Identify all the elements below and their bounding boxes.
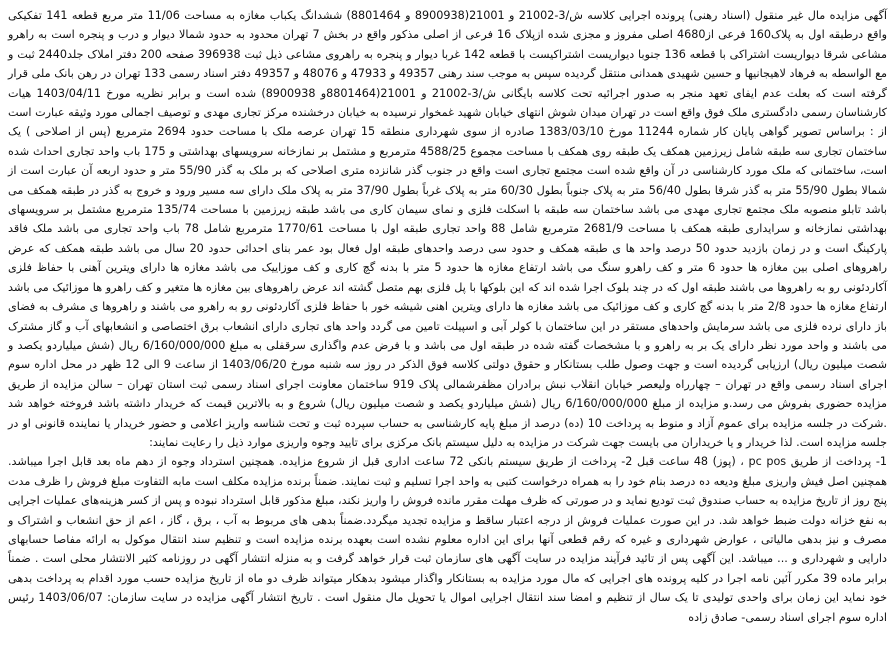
notice-paragraph-conditions: 1- پرداخت از طریق pc pos ، (پوز) 48 ساعت قبل 2- پرداخت از طریق سیستم بانکی 72 ساعت اداری قبل از شروع مزایده. همچنین استرداد وجوه از دهم ماه بعد قابل اجرا میباشد. همچنین اصل فیش واریزی مبلغ ودیعه ده درصد بنام خود را به همراه درخواست کتبی به واحد اجرا تسلیم و ثبت نمایند. ضمناً برنده مزایده مکلف است مابه التفاوت مبلغ فروش را ظرف مدت پنج روز از تاریخ مزایده به حساب صندوق ثبت تودیع نماید و در صورتی که ظرف مهلت مقرر مانده فروش را واریز نکند، مبلغ مذکور قابل استرداد نبوده و پس از کسر هزینه‌های عملیات اجرایی به نفع خزانه دولت ضبط خواهد شد. در این صورت عملیات فروش از درجه اعتبار ساقط و مزایده تجدید میگردد.ضمناً بدهی های مربوط به آب ، برق ، گاز ، اعم از حق انشعاب و اشتراک و مصرف و نیز بدهی مالیاتی ، عوارض شهرداری و غیره که رقم قطعی آنها برای این اداره معلوم نشده است بعهده برنده مزایده است و تنظیم سند انتقال موکول به ارائه مفاصا حسابهای دارایی و شهرداری و ... میباشد. این آگهی پس از تائید فرآیند مزایده در سایت آگهی های سازمان ثبت قرار خواهد گرفت و به منزله انتشار آگهی در روزنامه کثیر الانتشار محلی است . ضمناً برابر ماده 39 مکرر آئین نامه اجرا در کلیه پرونده های اجرایی که مال مورد مزایده به بستانکار واگذار میشود بدهکار میتواند ظرف دو ماه از تاریخ مزایده حسب مورد اقدام به پرداخت بدهی خود نماید این زمان برای واحدی تولیدی تا یک سال از تنظیم و امضا سند انتقال اجرایی اموال یا تحویل مال منقول است . تاریخ انتشار آگهی مزایده در سایت سازمان: 1403/06/07 رئیس اداره سوم اجرای اسناد رسمی- صادق زاده xyxy=(8,455,887,624)
notice-paragraph-main: آگهی مزایده مال غیر منقول (اسناد رهنی) پرونده اجرایی کلاسه ش/3-21002 و 21001(8900938 و 8801464) ششدانگ یکباب مغازه به مساحت 11/06 متر مربع قطعه 141 تفکیکی واقع درطبقه اول به پلاک160 فرعی از4680 اصلی مفروز و مجزی شده ازپلاک 16 فرعی از اصلی مذکور واقع در بخش 7 تهران محدود به حدود شمالا دیوار و درب و پنجره است به راهرو مشاعی شرقا دیواریست اشتراکی با قطعه 136 جنوبا دیواریست اشتراکیست با قطعه 142 غربا دیوار و پنجره به راهروی مشاعی ذیل ثبت 396938 صفحه 200 دفتر املاک جلد2440 ثبت و مع الواسطه به فرهاد لاهیجانیها و حسین شهیدی همدانی منتقل گردیده سپس به موجب سند رهنی 49357 و 47933 و 48076 و 49357 دفتر اسناد رسمی 133 تهران در رهن بانک ملی قرار گرفته است که بعلت عدم ایفای تعهد منجر به صدور اجرائیه تحت کلاسه بایگانی ش/3-21002 و 21001(8801464و 8900938) شده است و برابر نظریه مورخ 1403/04/11 هیات کارشناسان رسمی دادگستری ملک فوق واقع است در تهران میدان شوش انتهای خیابان شهید غمخوار نرسیده به خیابان درخشنده مرکز تجاری مهدی و توصیف اجمالی مورد وثیقه عبارت است از : براساس تصویر گواهی پایان کار شماره 11244 مورخ 1383/03/10 صادره از سوی شهرداری منطقه 15 تهران عرصه ملک با مساحت حدود 2694 مترمربع (پس از اصلاحی ) یک ساختمان تجاری سه طبقه شامل زیرزمین همکف یک طبقه روی همکف با مساحت مجموع 4588/25 مترمربع و مشتمل بر نمازخانه سرویسهای بهداشتی و 175 باب واحد تجاری احداث شده است، ساختمانی که ملک مورد کارشناسی در آن واقع شده است مجتمع تجاری است واقع در جنوب گذر شانزده متری اصلاحی که بر ملک به گذر 55/90 متر و حدود اربعه آن عبارت است از شمالا بطول 55/90 متر به گذر شرقا بطول 56/40 متر به پلاک جنوباً بطول 60/30 متر به پلاک غرباً بطول 37/90 متر به پلاک ملک دارای سه مسیر ورود و خروج به گذر در طبقه همکف می باشد تابلو منصوبه ملک مجتمع تجاری مهدی می باشد ساختمان سه طبقه با اسکلت فلزی و نمای سیمان کاری می باشد طبقه زیرزمین با مساحت 135/74 مترمربع مشتمل بر سرویسهای بهداشتی نمازخانه و سرایداری طبقه همکف با مساحت 2681/9 مترمربع شامل 88 واحد تجاری طبقه اول با مساحت 1770/61 مترمربع شامل 78 باب واحد تجاری می باشد ملک فاقد پارکینگ است و در زمان بازدید حدود 50 درصد واحد ها ی طبقه همکف و حدود سی درصد واحدهای طبقه اول فعال بود عمر بنای احداثی حدود 20 سال می باشد طبقه همکف که عرض راهروهای اصلی بین مغازه ها حدود 6 متر و کف راهرو سنگ می باشد ارتفاع مغازه ها حدود 5 متر با بدنه گچ کاری و کف موزاییک می باشد مغازه ها دارای ویترین آهنی با حفاظ فلزی آکاردئونی رو به راهروها می باشند طبقه اول که در چند بلوک اجرا شده اند که این بلوکها با پل فلزی بهم متصل گشته اند عرض راهروهای بین مغازه ها متغیر و کف راهرو ها موزائیک می باشد ارتفاع مغازه ها حدود 2/8 متر با بدنه گچ کاری و کف موزائیک می باشد مغازه ها دارای ویترین اهنی شیشه خور با حفاظ فلزی آکاردئونی رو به راهرو می باشند و راهروها ی مشرف به فضای باز دارای نرده فلزی می باشد سرمایش واحدهای مستقر در این ساختمان با کولر آبی و اسپیلت تامین می گردد واحد های تجاری دارای انشعاب برق اختصاصی و انشعابهای آب و گاز مشترک می باشند و واحد مورد نظر دارای یک بر به راهرو و با مشخصات گفته شده در طبقه اول می باشد و با فرض عدم واگذاری سرقفلی به مبلغ 6/160/000/000 ریال (شش میلیاردو یکصد و شصت میلیون ریال) ارزیابی گردیده است و جهت وصول طلب بستانکار و حقوق دولتی کلاسه فوق الذکر در روز سه شنبه مورخ 1403/06/20 از ساعت 9 الی 12 ظهر در محل اداره سوم اجرای اسناد رسمی واقع در تهران – چهارراه ولیعصر خیابان انقلاب نبش برادران مظفرشمالی پلاک 919 ساختمان معاونت اجرای اسناد رسمی ثبت استان تهران – سالن مزایده از طریق مزایده حضوری بفروش می رسد.و مزایده از مبلغ 6/160/000/000 ریال (شش میلیاردو یکصد و شصت میلیون ریال) شروع و به بالاترین قیمت که خریدار داشته باشد فروخته خواهد شد .شرکت در جلسه مزایده برای عموم آزاد و منوط به پرداخت 10 (ده) درصد از مبلغ پایه کارشناسی به حساب سپرده ثبت و تحت شناسه واریز اعلامی و حضور خریدار یا نماینده قانونی او در جلسه مزایده است. لذا خریدار و یا خریداران می بایست جهت شرکت در مزایده به دلیل سیستم بانک مرکزی برای تایید وجوه واریزی موارد ذیل را رعایت نمایند: xyxy=(8,9,888,449)
